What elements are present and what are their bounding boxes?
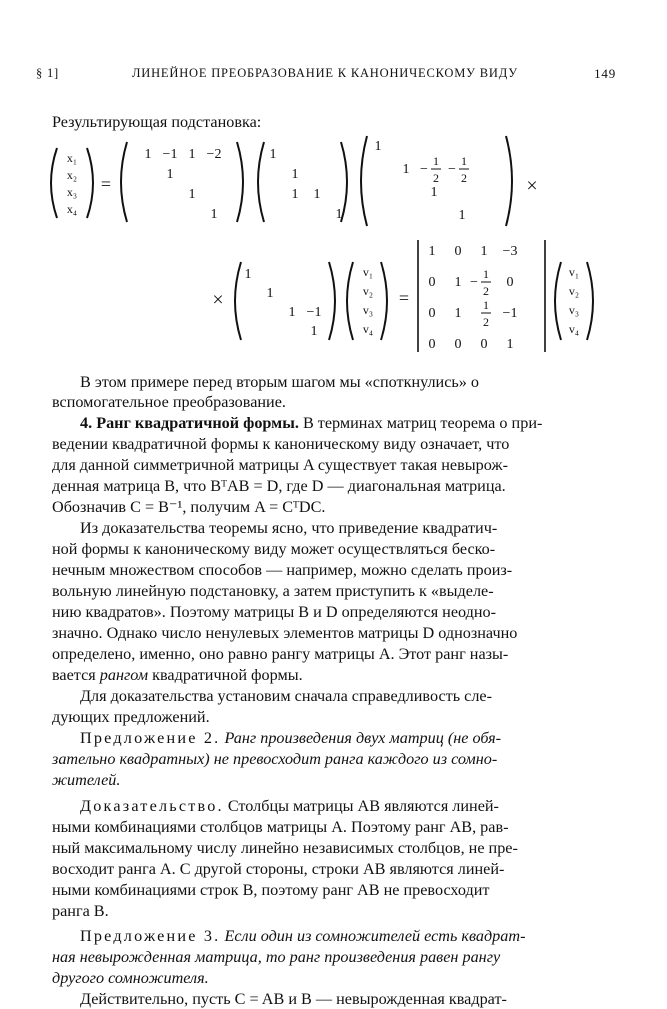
matrix-entry: 0 <box>454 244 462 259</box>
text-line: нечным множеством способов — например, можно сделать произ- <box>52 561 513 579</box>
matrix-entry: 1 <box>269 147 277 162</box>
right-paren <box>87 148 93 218</box>
left-paren <box>235 262 241 340</box>
fraction-denominator: 2 <box>483 315 489 329</box>
vector-entry: x₁ <box>66 151 78 165</box>
text-line: определено, именно, оно равно рангу матрицы A. Этот ранг назы- <box>52 645 509 663</box>
text-line: ными комбинациями столбцов матрицы A. Поэтому ранг AB, рав- <box>52 818 509 836</box>
vector-entry: v₂ <box>362 284 374 298</box>
text-line: денная матрица B, что BᵀAB = D, где D — диагональная матрица. <box>52 477 506 495</box>
matrix-entry: 1 <box>313 187 321 202</box>
matrix-entry: 1 <box>506 337 514 352</box>
fraction-numerator: 1 <box>433 154 439 168</box>
text-line: жителей. <box>52 771 121 789</box>
matrix-entry: 1 <box>291 187 299 202</box>
left-paren <box>258 142 264 222</box>
vector-entry: v₃ <box>568 303 580 317</box>
text-line: ной формы к каноническому виду может осуществляться беско- <box>52 540 496 558</box>
text-line: ведении квадратичной формы к каноническому виду означает, что <box>52 435 510 453</box>
intro-line: Результирующая подстановка: <box>52 113 262 131</box>
fraction-numerator: 1 <box>483 298 489 312</box>
matrix-entry: 1 <box>188 147 196 162</box>
times-sign: × <box>212 289 224 311</box>
left-paren <box>51 148 57 218</box>
matrix-entry: 0 <box>428 306 436 321</box>
left-paren <box>361 136 367 226</box>
matrix-entry: −1 <box>162 147 178 162</box>
matrix-entry: 1 <box>480 244 488 259</box>
matrix-entry: 1 <box>428 244 436 259</box>
vector-entry: v₄ <box>362 322 374 336</box>
section-mark: § 1] <box>36 66 59 80</box>
text-line: значно. Однако число ненулевых элементов матрицы D однозначно <box>52 624 518 642</box>
vector-entry: v₁ <box>568 265 580 279</box>
matrix-entry: 1 <box>244 267 252 282</box>
matrix-entry: 1 <box>458 208 466 223</box>
matrix-entry: 0 <box>428 337 436 352</box>
matrix-entry: 0 <box>480 337 488 352</box>
equals-sign: = <box>398 288 410 308</box>
matrix-entry: 0 <box>506 275 514 290</box>
substitution-formula <box>0 0 667 370</box>
text-line: дующих предложений. <box>52 708 210 726</box>
text-line: вольную линейную подстановку, а затем приступить к «выделе- <box>52 582 494 600</box>
matrix-entry: 1 <box>291 167 299 182</box>
text-line: другого сомножителя. <box>52 969 209 987</box>
right-paren <box>506 136 512 226</box>
minus-sign: − <box>420 162 428 177</box>
vector-entry: v₂ <box>568 284 580 298</box>
matrix-entry: 1 <box>266 286 274 301</box>
text-line: ранга B. <box>52 902 109 920</box>
vector-entry: v₁ <box>362 265 374 279</box>
left-paren <box>555 262 561 340</box>
equals-sign: = <box>100 174 112 194</box>
fraction-numerator: 1 <box>461 154 467 168</box>
matrix-entry: 0 <box>428 275 436 290</box>
running-title: ЛИНЕЙНОЕ ПРЕОБРАЗОВАНИЕ К КАНОНИЧЕСКОМУ ВИДУ <box>132 66 518 80</box>
matrix-entry: 1 <box>335 207 343 222</box>
matrix-entry: 1 <box>144 147 152 162</box>
right-paren <box>237 142 243 222</box>
vector-entry: x₂ <box>66 168 78 182</box>
left-paren <box>347 262 353 340</box>
matrix-entry: 1 <box>210 207 218 222</box>
proposition-2: Предложение 2. Ранг произведения двух матриц (не обя- <box>80 729 502 747</box>
text-line: ными комбинациями строк B, поэтому ранг AB не превосходит <box>52 881 490 899</box>
minus-sign: − <box>448 162 456 177</box>
proposition-label: Предложение 2. <box>80 729 221 747</box>
matrix-entry: 0 <box>454 337 462 352</box>
proof-label: Доказательство. <box>80 797 224 815</box>
matrix-entry: 1 <box>166 167 174 182</box>
matrix-entry: −1 <box>502 306 518 321</box>
matrix-entry: −2 <box>206 147 222 162</box>
right-paren <box>381 262 387 340</box>
fraction-denominator: 2 <box>461 171 467 185</box>
matrix-entry: 1 <box>430 185 438 200</box>
vector-entry: v₄ <box>568 322 580 336</box>
text-line: вспомогательное преобразование. <box>52 393 286 411</box>
text-line: Из доказательства теоремы ясно, что приведение квадратич- <box>80 519 498 537</box>
matrix-entry: 1 <box>188 187 196 202</box>
matrix-entry: 1 <box>402 162 410 177</box>
section-4-line: 4. Ранг квадратичной формы. В терминах матриц теорема о при- <box>80 414 543 432</box>
fraction-denominator: 2 <box>433 171 439 185</box>
text-line: Обозначив C = B⁻¹, получим A = CᵀDC. <box>52 498 326 516</box>
minus-sign: − <box>470 275 478 290</box>
section-heading: 4. Ранг квадратичной формы. <box>80 414 299 432</box>
vector-entry: x₄ <box>66 202 78 216</box>
fraction-numerator: 1 <box>483 267 489 281</box>
vector-entry: v₃ <box>362 303 374 317</box>
matrix-entry: 1 <box>374 139 382 154</box>
text-line: вается рангом квадратичной формы. <box>52 666 303 684</box>
vector-entry: x₃ <box>66 185 78 199</box>
text-line: В этом примере перед вторым шагом мы «споткнулись» о <box>80 373 480 391</box>
text-line: восходит ранга A. С другой стороны, строки AB являются линей- <box>52 860 505 878</box>
term-rank: рангом <box>99 666 149 684</box>
text-line: нию квадратов». Поэтому матрицы B и D определяются неодно- <box>52 603 497 621</box>
right-paren <box>587 262 593 340</box>
matrix-entry: 1 <box>454 306 462 321</box>
times-sign: × <box>526 175 538 197</box>
matrix-entry: 1 <box>310 324 318 339</box>
text-line: для данной симметричной матрицы A существует такая невырож- <box>52 456 508 474</box>
matrix-entry: −1 <box>306 305 322 320</box>
fraction-denominator: 2 <box>483 284 489 298</box>
left-paren <box>121 142 127 222</box>
text-line: Для доказательства установим сначала справедливость сле- <box>80 687 492 705</box>
right-paren <box>329 262 335 340</box>
matrix-entry: 1 <box>288 305 296 320</box>
page-number: 149 <box>594 66 616 81</box>
text-line: ный максимальному числу линейно независимых столбцов, не пре- <box>52 839 518 857</box>
matrix-entry: −3 <box>502 244 518 259</box>
proposition-label: Предложение 3. <box>80 927 221 945</box>
proof-line: Доказательство. Столбцы матрицы AB являются линей- <box>80 797 499 815</box>
proposition-3: Предложение 3. Если один из сомножителей есть квадрат- <box>80 927 526 945</box>
text-line: зательно квадратных) не превосходит ранга каждого из сомно- <box>52 750 498 768</box>
text-line: Действительно, пусть C = AB и B — невырожденная квадрат- <box>80 990 507 1008</box>
text-line: ная невырожденная матрица, то ранг произведения равен рангу <box>52 948 501 966</box>
matrix-entry: 1 <box>454 275 462 290</box>
